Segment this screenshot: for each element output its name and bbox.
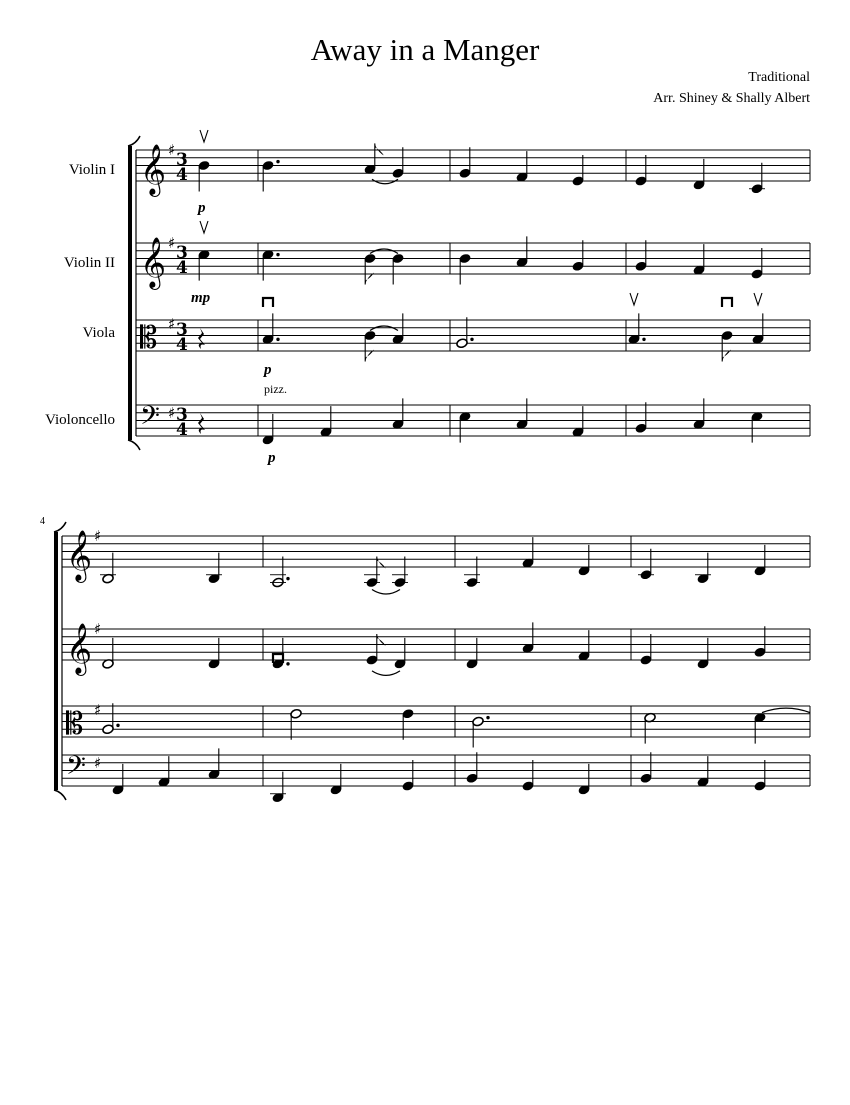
system1-time-sig-violin1-beat-type: 4 <box>176 165 188 185</box>
instrument-label-viola: Viola <box>82 325 115 341</box>
viola-note-dot <box>642 338 645 341</box>
v2-tie2 <box>372 671 400 676</box>
system1-time-sig-viola-beat-type: 4 <box>176 335 188 355</box>
v2-note2-dot <box>286 662 289 665</box>
system1-time-sig-cello-beat-type: 4 <box>176 420 188 440</box>
system1-clef-viola: 𝄡 <box>140 320 158 356</box>
system1-clef-cello: 𝄢 <box>140 401 160 437</box>
system1-key-sharp-viola: ♯ <box>168 314 176 333</box>
system2-clef-cello: 𝄢 <box>66 751 86 787</box>
v1-note-dot <box>276 160 279 163</box>
viola-down-bow <box>722 298 732 307</box>
composer-credit: Traditional <box>748 70 810 85</box>
v1-tie <box>372 179 398 184</box>
v1-up-bow <box>200 130 208 142</box>
system1-time-sig-cello-beats: 3 <box>176 405 188 425</box>
viola-tie <box>370 326 398 331</box>
system1-time-sig-violin1-beats: 3 <box>176 150 188 170</box>
system1-key-sharp-cello: ♯ <box>168 403 176 422</box>
viola-note-dot <box>276 338 279 341</box>
pizzicato-marking: pizz. <box>264 382 287 396</box>
system1-clef-violin2: 𝄞 <box>140 237 167 288</box>
system2-key-sharp-viola: ♯ <box>94 700 102 719</box>
system1-clef-violin1: 𝄞 <box>140 144 167 195</box>
system1-time-sig-violin2-beats: 3 <box>176 243 188 263</box>
system2-clef-viola: 𝄡 <box>66 706 84 742</box>
score-title: Away in a Manger <box>310 32 540 67</box>
viola-up-bow <box>630 293 638 305</box>
system1-bracket-top <box>128 136 140 146</box>
viola-note-dot <box>470 338 473 341</box>
system2-bracket-bottom <box>54 790 66 800</box>
system2-clef-violin1: 𝄞 <box>66 530 93 581</box>
viola-rest <box>198 328 205 349</box>
v2-up-bow <box>200 221 208 233</box>
system2-key-sharp-violin1: ♯ <box>94 527 102 545</box>
viola-note2-dot <box>116 724 119 727</box>
system2-bracket-top <box>54 522 66 532</box>
v1-note2-dot <box>286 577 289 580</box>
dynamic-cello: p <box>268 450 276 466</box>
v2-tie <box>370 249 398 254</box>
cello-rest <box>198 413 205 434</box>
v1-note-flag <box>375 143 384 155</box>
viola-up-bow <box>754 293 762 305</box>
dynamic-violin1: p <box>198 200 206 216</box>
viola-tie2 <box>762 708 810 713</box>
instrument-label-cello: Violoncello <box>45 412 115 428</box>
system1-time-sig-viola-beats: 3 <box>176 320 188 340</box>
measure-number: 4 <box>40 516 45 527</box>
viola-note2-dot <box>486 716 489 719</box>
instrument-label-violin1: Violin I <box>68 162 115 178</box>
v1-tie2 <box>372 590 400 595</box>
viola-down-bow <box>263 298 273 307</box>
dynamic-viola: p <box>264 362 272 378</box>
system2-clef-violin2: 𝄞 <box>66 623 93 674</box>
system2-key-sharp-violin2: ♯ <box>94 620 102 638</box>
arranger-credit: Arr. Shiney & Shally Albert <box>653 91 810 106</box>
instrument-label-violin2: Violin II <box>63 255 115 271</box>
dynamic-violin2: mp <box>191 290 211 306</box>
system1-key-sharp-violin2: ♯ <box>168 234 176 252</box>
system2-key-sharp-cello: ♯ <box>94 753 102 772</box>
v2-note-dot <box>276 253 279 256</box>
system1-time-sig-violin2-beat-type: 4 <box>176 258 188 278</box>
system1-key-sharp-violin1: ♯ <box>168 141 176 159</box>
system1-bracket-bottom <box>128 440 140 450</box>
